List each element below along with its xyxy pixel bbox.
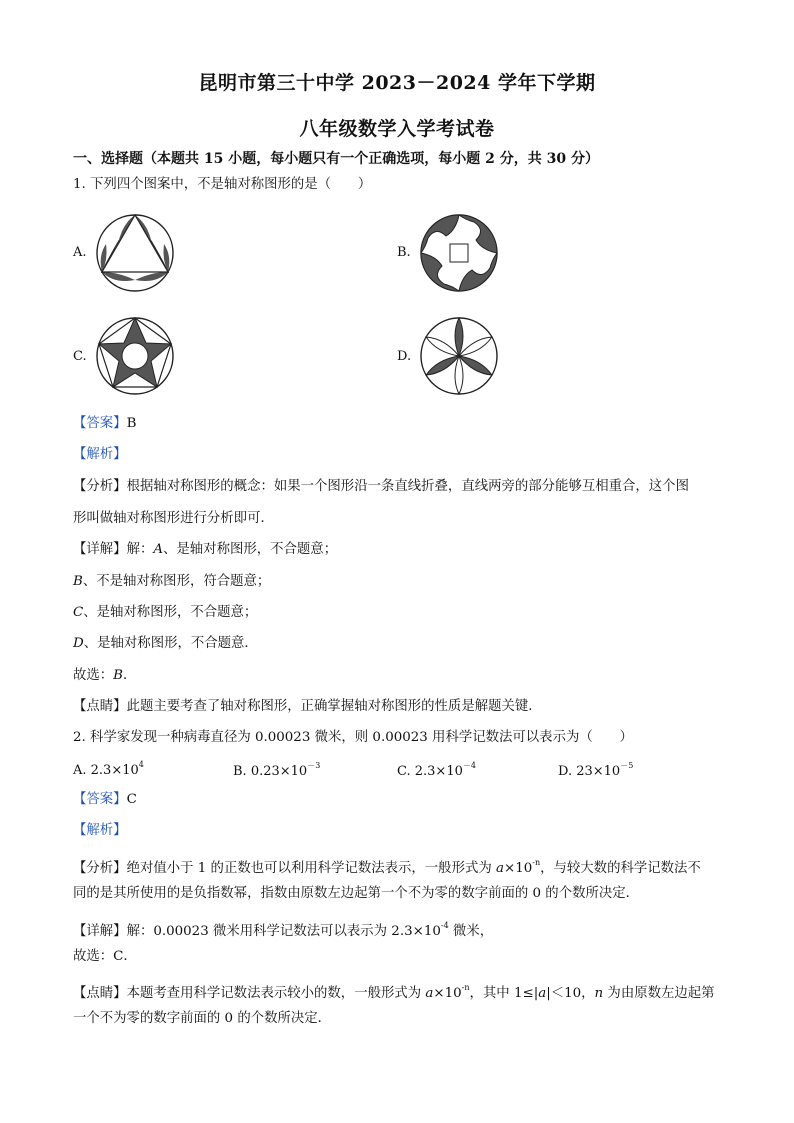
q2-detail: 【详解】解：0.00023 微米用科学记数法可以表示为 $2.3\times 10^{-4}$ 微米， (73, 921, 494, 939)
q2-comment-2: 一个不为零的数字前面的 0 的个数所决定． (73, 1011, 332, 1026)
q2-option-d: D. $23\times 10^{-5}$ (558, 761, 634, 779)
q1-analysis-2: 形叫做轴对称图形进行分析即可． (73, 511, 274, 526)
q1-answer: 【答案】B (73, 416, 137, 431)
q1-option-a-label: A. (73, 245, 87, 260)
q2-analysis-2: 同的是其所使用的是负指数幂，指数由原数左边起第一个不为零的数字前面的 0 的个数所决定． (73, 886, 640, 901)
q2-answer: 【答案】C (73, 792, 137, 807)
q1-detail-b: B、不是轴对称图形，符合题意； (73, 574, 271, 589)
exam-subtitle: 八年级数学入学考试卷 (299, 118, 495, 140)
q1-jiexi: 【解析】 (73, 447, 127, 462)
q1-detail-d: D、是轴对称图形，不合题意． (73, 636, 258, 651)
q1-comment: 【点睛】此题主要考查了轴对称图形，正确掌握轴对称图形的性质是解题关键． (73, 699, 542, 714)
q2-jiexi: 【解析】 (73, 823, 127, 838)
q2-comment-1: 【点睛】本题考查用科学记数法表示较小的数，一般形式为 $a\times 10^{-n}$，其中 1≤|a|＜10，n 为由原数左边起第 (73, 983, 715, 1001)
q2-choice: 故选：C． (73, 949, 137, 964)
q1-detail-a: 【详解】解：A、是轴对称图形，不合题意； (73, 542, 338, 557)
q1-option-c-label: C. (73, 349, 87, 364)
q2-option-a: A. $2.3\times 10^4$ (73, 760, 144, 778)
q1-option-b-label: B. (397, 245, 411, 260)
q2-analysis-1: 【分析】绝对值小于 1 的正数也可以利用科学记数法表示，一般形式为 $a\times 10^{-n}$，与较大数的科学记数法不 (73, 858, 701, 876)
q2-stem: 2. 科学家发现一种病毒直径为 0.00023 微米，则 0.00023 用科学记数法可以表示为（ ） (73, 730, 633, 745)
q1-figure-a-triangle-arcs (94, 212, 176, 294)
q1-detail-c: C、是轴对称图形，不合题意； (73, 605, 258, 620)
q2-option-b: B. $0.23\times 10^{-3}$ (233, 761, 321, 779)
q1-figure-b-swirl (418, 212, 500, 294)
q1-choice: 故选：B． (73, 668, 137, 683)
exam-title: 昆明市第三十中学 2023－2024 学年下学期 (198, 72, 596, 94)
q2-option-c: C. $2.3\times 10^{-4}$ (397, 761, 476, 779)
q1-analysis-1: 【分析】根据轴对称图形的概念：如果一个图形沿一条直线折叠，直线两旁的部分能够互相重合，这个图 (73, 479, 689, 494)
section-heading: 一、选择题（本题共 15 小题，每小题只有一个正确选项，每小题 2 分，共 30 分） (73, 151, 599, 167)
q1-option-d-label: D. (397, 349, 412, 364)
q1-stem: 1. 下列四个图案中，不是轴对称图形的是（ ） (73, 177, 372, 192)
q1-figure-c-pentagon-star (94, 315, 176, 397)
q1-figure-d-petals (418, 315, 500, 397)
